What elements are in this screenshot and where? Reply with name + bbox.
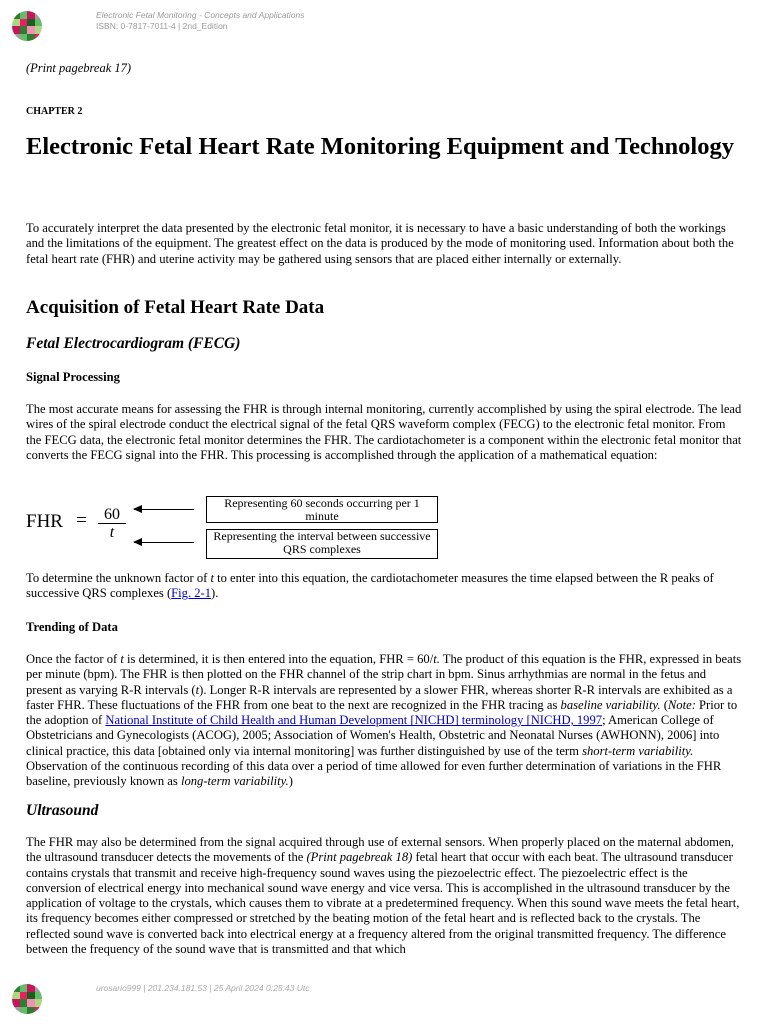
book-title: Electronic Fetal Monitoring - Concepts and Applications bbox=[96, 10, 305, 20]
trending-paragraph: Once the factor of t is determined, it is then entered into the equation, FHR = 60/t. The product of this equation is the FHR, expressed in beats per minute (bpm). The FHR is then plotted on the FHR channel of the strip chart in bpm. Sinus arrhythmias are normal in the fetus and present as varying R-R intervals (t). Longer R-R intervals are represented by a slower FHR, whereas shorter R-R intervals are exhibited as a faster FHR. These fluctuations of the FHR from one beat to the next are recognized in the FHR tracing as baseline variability. (Note: Prior to the adoption of National Institute of Child Health and Human Development [NICHD] terminology [NICHD, 1997; American College of Obstetricians and Gynecologists (ACOG), 2005; Association of Women's Health, Obstetric and Neonatal Nurses (AWHONN), 2006] into clinical practice, this data [obtained only via internal monitoring] was further distinguished by use of the term short-term variability. Observation of the continuous recording of this data over a period of time allowed for even further determination of variations in the FHR baseline, previously known as long-term variability.) bbox=[26, 652, 742, 789]
intro-paragraph: To accurately interpret the data presented by the electronic fetal monitor, it is necessary to have a basic understanding of both the workings and the limitations of the equipment. The greatest effect on the data is produced by the mode of monitoring used. Information about both the fetal heart rate (FHR) and uterine activity may be gathered using sensors that are placed either internally or externally. bbox=[26, 221, 734, 266]
publisher-logo bbox=[12, 11, 42, 41]
figure-2-1-link[interactable]: Fig. 2-1 bbox=[171, 586, 212, 601]
equation-equals: = bbox=[76, 510, 87, 531]
subsection-heading-ultrasound: Ultrasound bbox=[26, 802, 99, 819]
print-pagebreak: (Print pagebreak 18) bbox=[306, 850, 413, 865]
publisher-logo bbox=[12, 984, 42, 1014]
equation-note-interval: Representing the interval between successive QRS complexes bbox=[206, 529, 438, 559]
signal-processing-paragraph: The most accurate means for assessing the FHR is through internal monitoring, currently accomplished by using the spiral electrode. The lead wires of the spiral electrode conduct the electrical signal of the fetal QRS waveform complex (FECG) to the electronic fetal monitor. From the FECG data, the electronic fetal monitor determines the FHR. The cardiotachometer is a component within the electronic fetal monitor that converts the FECG signal into the FHR. This processing is accomplished through the application of a mathematical equation: bbox=[26, 402, 742, 462]
document-footer: urosario999 | 201.234.181.53 | 25 April 2024 0:25:43 Utc bbox=[96, 983, 310, 993]
arrow-left-icon bbox=[134, 542, 194, 543]
equation-numerator: 60 bbox=[104, 506, 120, 523]
document-header bbox=[96, 10, 305, 32]
heading-trending-of-data: Trending of Data bbox=[26, 620, 118, 634]
equation-note-60-seconds: Representing 60 seconds occurring per 1 minute bbox=[206, 496, 438, 523]
arrow-left-icon bbox=[134, 509, 194, 510]
section-heading-acquisition: Acquisition of Fetal Heart Rate Data bbox=[26, 297, 325, 318]
equation-denominator: t bbox=[109, 524, 115, 541]
nichd-terminology-link[interactable]: National Institute of Child Health and Human Development [NICHD] terminology [NICHD, 1997 bbox=[105, 713, 603, 728]
ultrasound-paragraph: The FHR may also be determined from the signal acquired through use of external sensors. When properly placed on the maternal abdomen, the ultrasound transducer detects the movements of the (Print pagebreak 18) fetal heart that occur with each beat. The ultrasound transducer contains crystals that transmit and receive high-frequency sound waves using the piezoelectric effect. The piezoelectric effect is the conversion of electrical energy into mechanical sound wave energy and vice versa. This is accomplished in the ultrasound transducer by the application of voltage to the crystals, which causes them to vibrate at a predetermined frequency. When this sound wave meets the fetal heart, its frequency becomes either compressed or stretched by the beating motion of the fetal heart and is reflected back to the crystals. The reflected sound wave is converted back into electrical energy at a frequency altered from the original transmitted frequency. The difference between the frequency of the sound wave that is transmitted and that which bbox=[26, 835, 740, 957]
subsection-heading-fecg: Fetal Electrocardiogram (FECG) bbox=[26, 335, 241, 352]
page-title: Electronic Fetal Heart Rate Monitoring Equipment and Technology bbox=[26, 133, 734, 160]
unknown-factor-paragraph: To determine the unknown factor of t to enter into this equation, the cardiotachometer measures the time elapsed between the R peaks of successive QRS complexes (Fig. 2-1). bbox=[26, 571, 714, 601]
chapter-label: CHAPTER 2 bbox=[26, 106, 83, 117]
print-pagebreak: (Print pagebreak 17) bbox=[26, 61, 132, 75]
equation-lhs: FHR bbox=[26, 511, 63, 532]
fhr-equation bbox=[26, 491, 446, 561]
heading-signal-processing: Signal Processing bbox=[26, 370, 120, 384]
book-isbn: ISBN: 0-7817-7011-4 | 2nd_Edition bbox=[96, 21, 228, 31]
